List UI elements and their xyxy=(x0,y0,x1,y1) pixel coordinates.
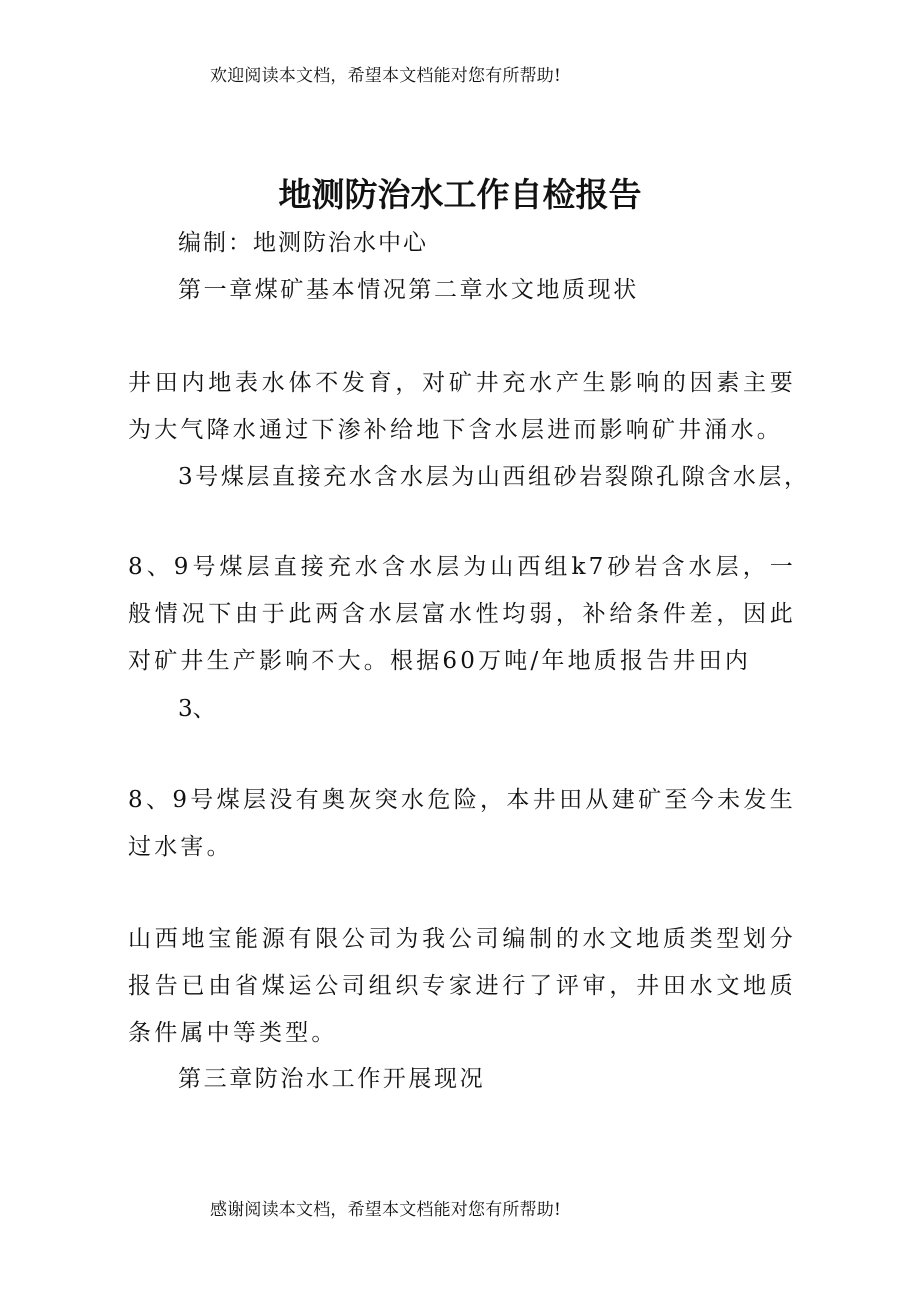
paragraph-list-number: 3、 xyxy=(178,696,216,722)
paragraph-hydrogeology-classification: 山西地宝能源有限公司为我公司编制的水文地质类型划分报告已由省煤运公司组织专家进行了评审，井田水文地质条件属中等类型。 xyxy=(128,926,796,1046)
page-footer-text: 感谢阅读本文档，希望本文档能对您有所帮助! xyxy=(210,1200,562,1220)
page-header-text: 欢迎阅读本文档，希望本文档能对您有所帮助! xyxy=(210,66,562,86)
paragraph-ordovician-risk: 8、9号煤层没有奥灰突水危险，本井田从建矿至今未发生过水害。 xyxy=(128,787,796,860)
paragraph-seam-3: 3号煤层直接充水含水层为山西组砂岩裂隙孔隙含水层， xyxy=(178,464,810,490)
chapter-heading-line: 第一章煤矿基本情况第二章水文地质现状 xyxy=(178,277,639,303)
paragraph-surface-water: 井田内地表水体不发育，对矿井充水产生影响的因素主要为大气降水通过下渗补给地下含水层进而影响矿井涌水。 xyxy=(128,370,796,443)
editor-line: 编制：地测防治水中心 xyxy=(178,230,428,256)
paragraph-seam-8-9-aquifer: 8、9号煤层直接充水含水层为山西组k7砂岩含水层，一般情况下由于此两含水层富水性均弱，补给条件差，因此对矿井生产影响不大。根据60万吨/年地质报告井田内 xyxy=(128,554,796,674)
document-title: 地测防治水工作自检报告 xyxy=(278,175,642,214)
chapter-three-heading: 第三章防治水工作开展现况 xyxy=(178,1066,486,1092)
